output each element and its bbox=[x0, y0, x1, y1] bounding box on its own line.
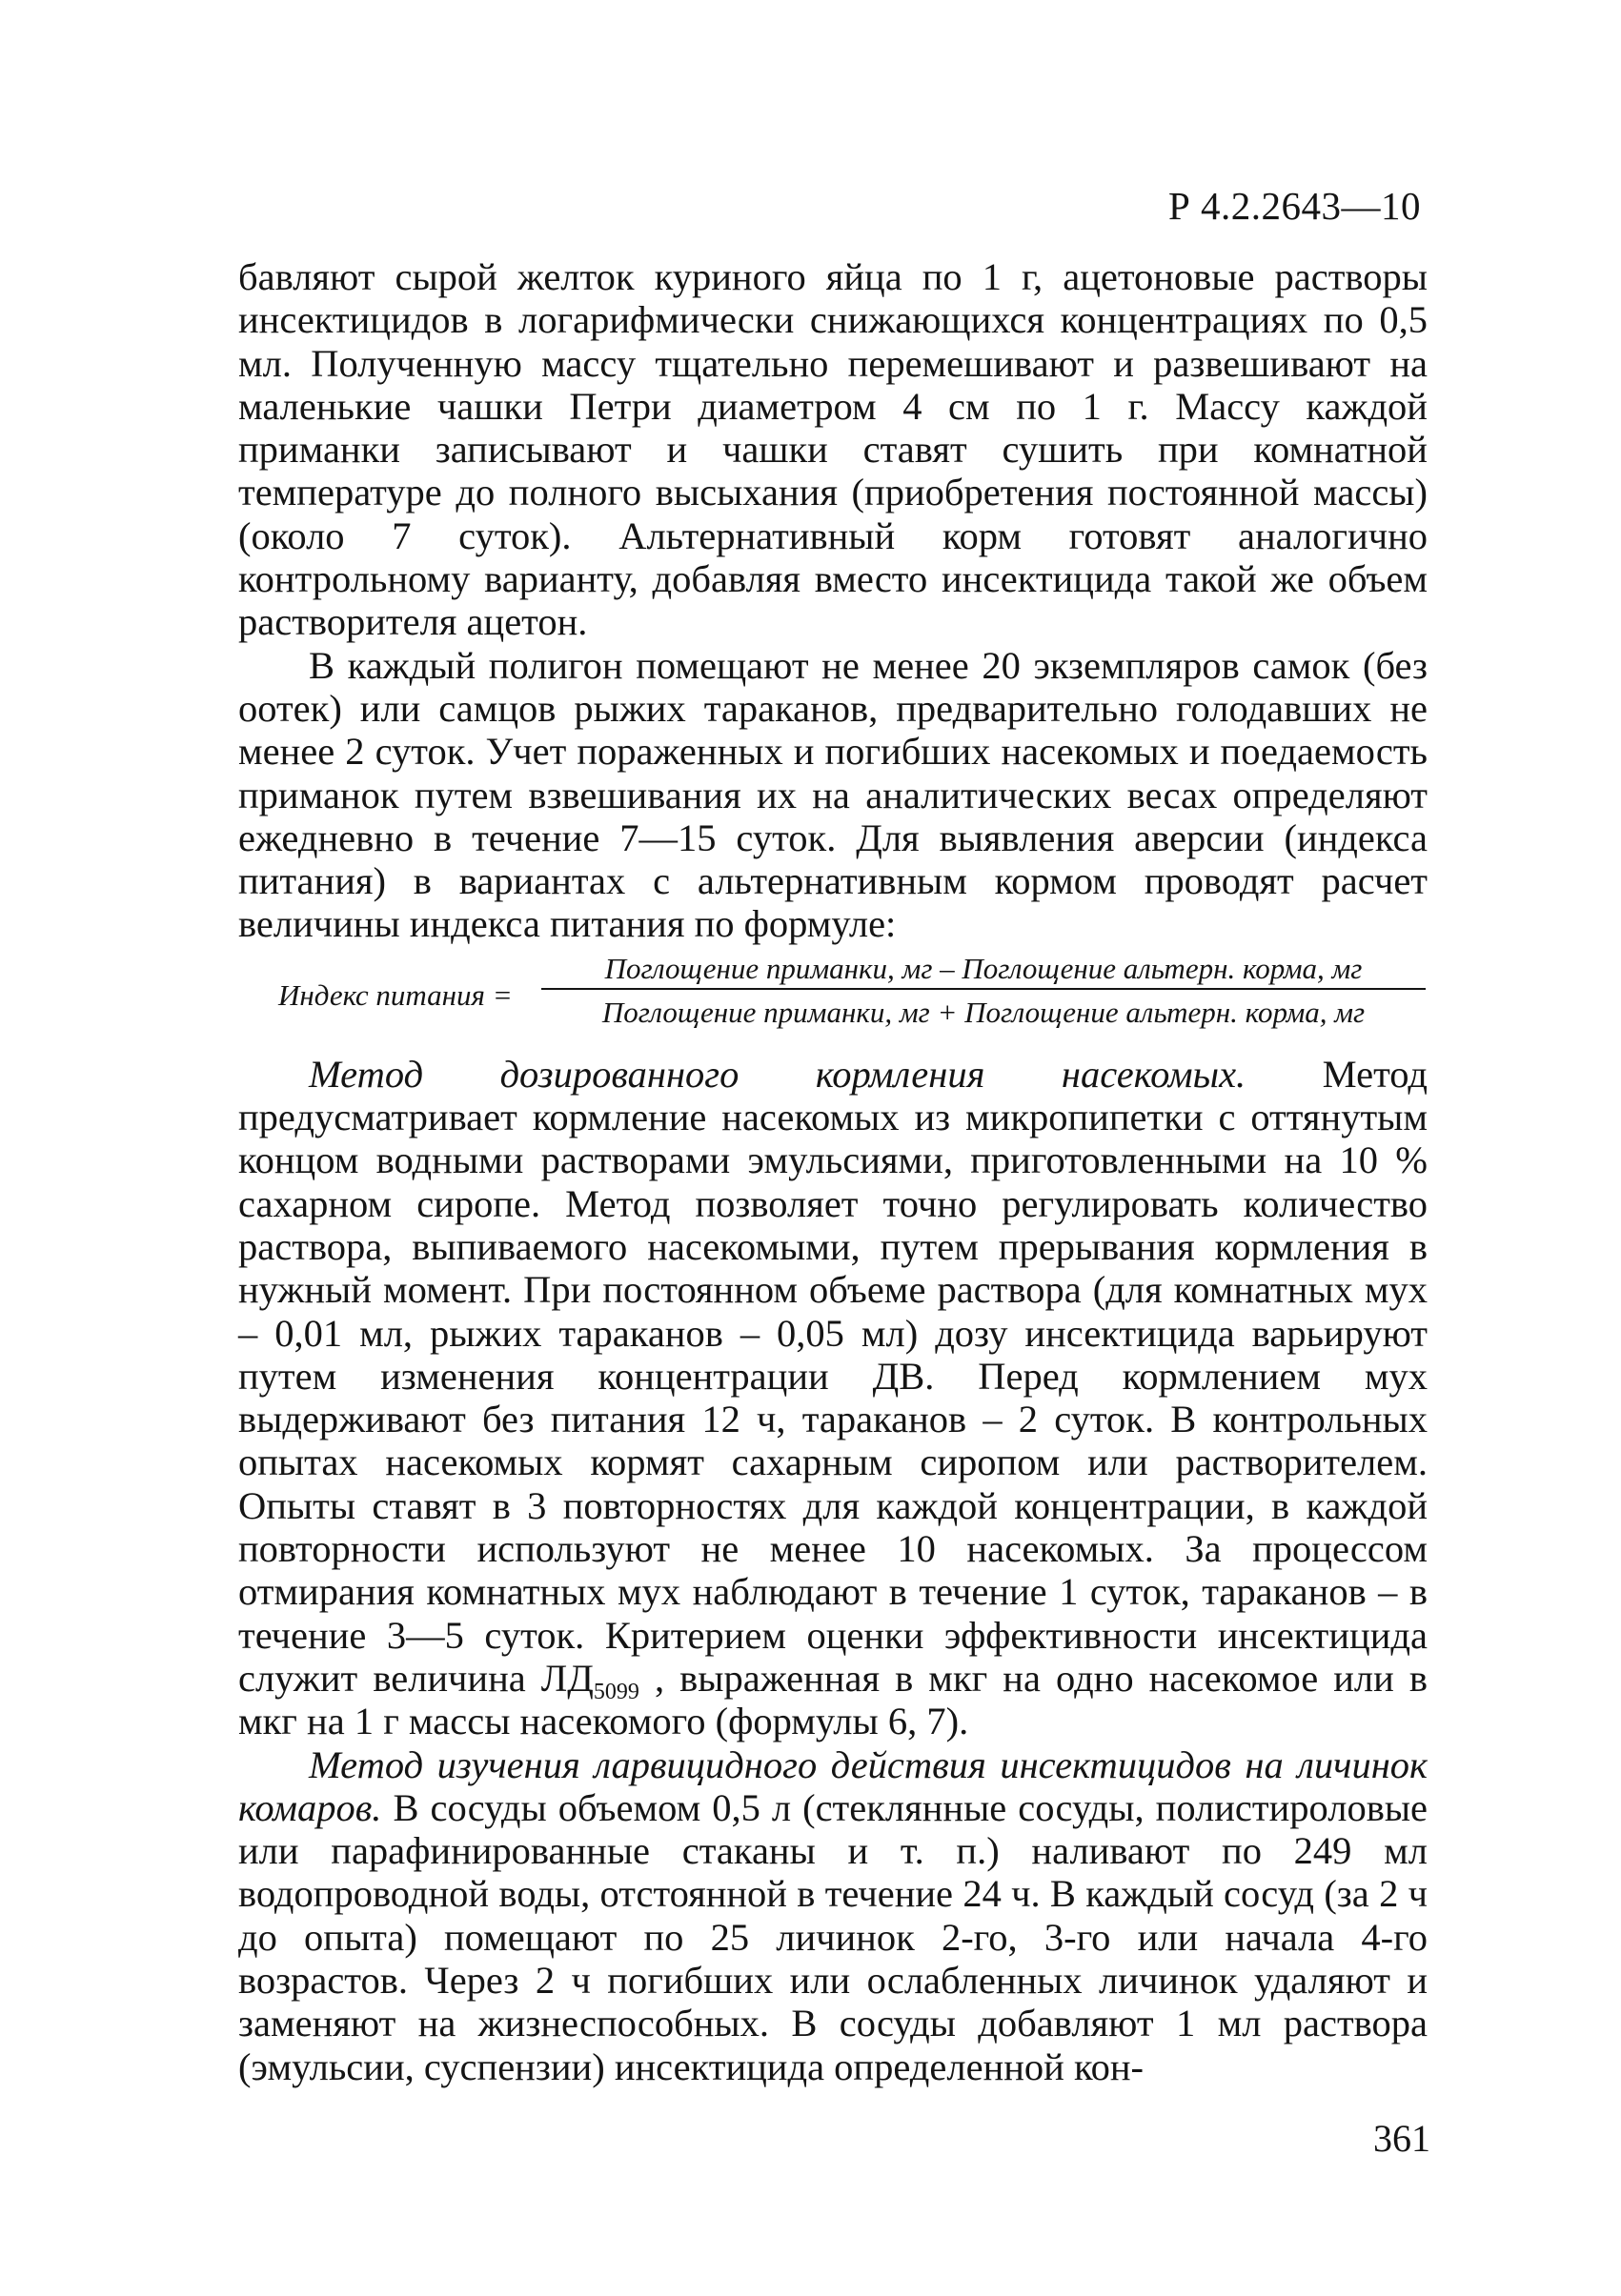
section-heading-dosed-feeding: Метод дозированного кормления насекомых. bbox=[309, 1052, 1246, 1096]
formula-lhs: Индекс питания = bbox=[278, 977, 513, 1012]
formula-denominator: Поглощение приманки, мг + Поглощение альтерн. корма, мг bbox=[601, 995, 1366, 1029]
section-heading-larvicidal: Метод изучения ларвицидного действия инсектицидов на личинок комаров. bbox=[238, 1742, 1428, 1829]
paragraph-dosed-feeding-text: Метод предусматривает кормление насекомых из микропипетки с оттянутым концом водными растворами эмульсиями, приготовленными на 10 % сахарном сиропе. Метод позволяет точно регулировать количество раствора, выпиваемого насекомыми, путем прерывания кормления в нужный момент. При постоянном объеме раствора (для комнатных мух – 0,01 мл, рыжих тараканов – 0,05 мл) дозу инсектицида варьируют путем изменения концентрации ДВ. Перед кормлением мух выдерживают без питания 12 ч, тараканов – 2 суток. В контрольных опытах насекомых кормят сахарным сиропом или растворителем. Опыты ставят в 3 повторностях для каждой концентрации, в каждой повторности используют не менее 10 насекомых. За процессом отмирания комнатных мух наблюдают в течение 1 суток, тараканов – в течение 3—5 суток. Критерием оценки эффективности инсектицида служит величина ЛД bbox=[238, 1052, 1428, 1700]
paragraph-larvicidal-method bbox=[238, 1743, 1428, 2088]
formula-fraction bbox=[541, 951, 1426, 1029]
paragraph-larvicidal-text: В сосуды объемом 0,5 л (стеклянные сосуды, полистироловые или парафинированные стаканы и т. п.) наливают по 249 мл водопроводной воды, отстоянной в течение 24 ч. В каждый сосуд (за 2 ч до опыта) помещают по 25 личинок 2-го, 3-го или начала 4-го возрастов. Через 2 ч погибших или ослабленных личинок удаляют и заменяют на жизнеспособных. В сосуды добавляют 1 мл раствора (эмульсии, суспензии) инсектицида определенной кон- bbox=[238, 1785, 1428, 2088]
page-number: 361 bbox=[1373, 2117, 1430, 2160]
paragraph-continuation: бавляют сырой желток куриного яйца по 1 г, ацетоновые растворы инсектицидов в логарифмически снижающихся концентрациях по 0,5 мл. Полученную массу тщательно перемешивают и развешивают на маленькие чашки Петри диаметром 4 см по 1 г. Массу каждой приманки записывают и чашки ставят сушить при комнатной температуре до полного высыхания (приобретения постоянной массы) (около 7 суток). Альтернативный корм готовят аналогично контрольному варианту, добавляя вместо инсектицида такой же объем растворителя ацетон. bbox=[238, 255, 1428, 644]
body-text bbox=[238, 255, 1428, 2088]
ld-subscript: 5099 bbox=[593, 1679, 639, 1704]
feeding-index-formula bbox=[238, 951, 1428, 1037]
paragraph-dosed-feeding-end: , выраженная в мкг на одно насекомое или в мкг на 1 г массы насекомого (формулы 6, 7). bbox=[238, 1656, 1428, 1743]
formula-numerator: Поглощение приманки, мг – Поглощение альтерн. корма, мг bbox=[541, 954, 1426, 990]
paragraph-dosed-feeding bbox=[238, 1053, 1428, 1743]
paragraph-polygon-method: В каждый полигон помещают не менее 20 экземпляров самок (без оотек) или самцов рыжих тараканов, предварительно голодавших не менее 2 суток. Учет пораженных и погибших насекомых и поедаемость приманок путем взвешивания их на аналитических весах определяют ежедневно в течение 7—15 суток. Для выявления аверсии (индекса питания) в вариантах с альтернативным кормом проводят расчет величины индекса питания по формуле: bbox=[238, 643, 1428, 946]
document-code-header: Р 4.2.2643—10 bbox=[1167, 184, 1421, 228]
